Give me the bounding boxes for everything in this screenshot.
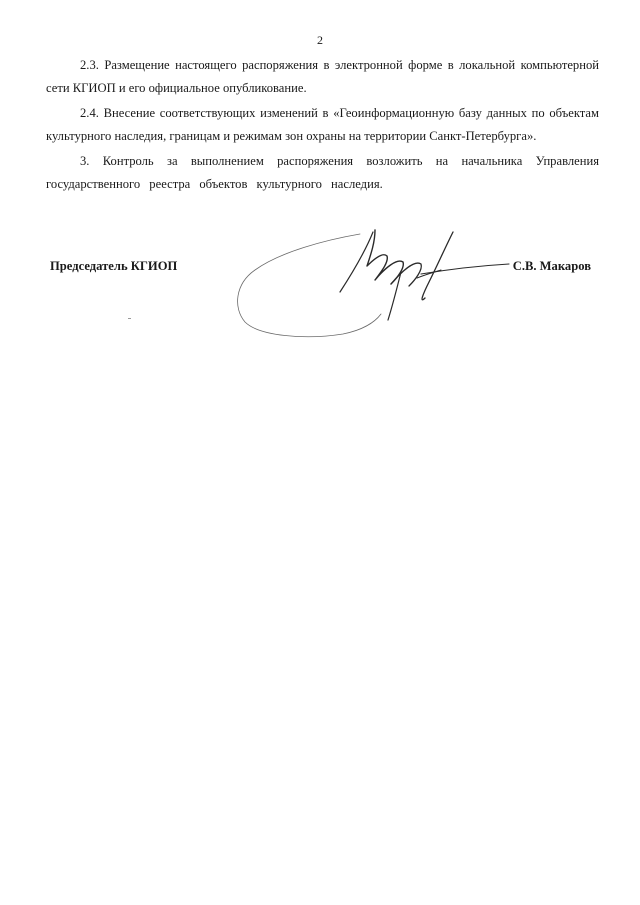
signatory-title: Председатель КГИОП — [50, 259, 178, 273]
paragraph-2-4: 2.4. Внесение соответствующих изменений в «Геоинформационную базу данных по объектам культурного наследия, границам и режимам зон охраны на территории Санкт-Петербурга». — [46, 106, 599, 143]
document-body — [46, 54, 599, 198]
paragraph-3: 3. Контроль за выполнением распоряжения возложить на начальника Управления государственного реестра объектов культурного наследия. — [46, 154, 599, 191]
scan-speck — [128, 318, 131, 319]
signatory-name: С.В. Макаров — [512, 259, 591, 273]
handwritten-signature-icon — [225, 222, 525, 352]
paragraph-2-3: 2.3. Размещение настоящего распоряжения в электронной форме в локальной компьютерной сети КГИОП и его официальное опубликование. — [46, 58, 599, 95]
page-number: 2 — [317, 33, 323, 47]
